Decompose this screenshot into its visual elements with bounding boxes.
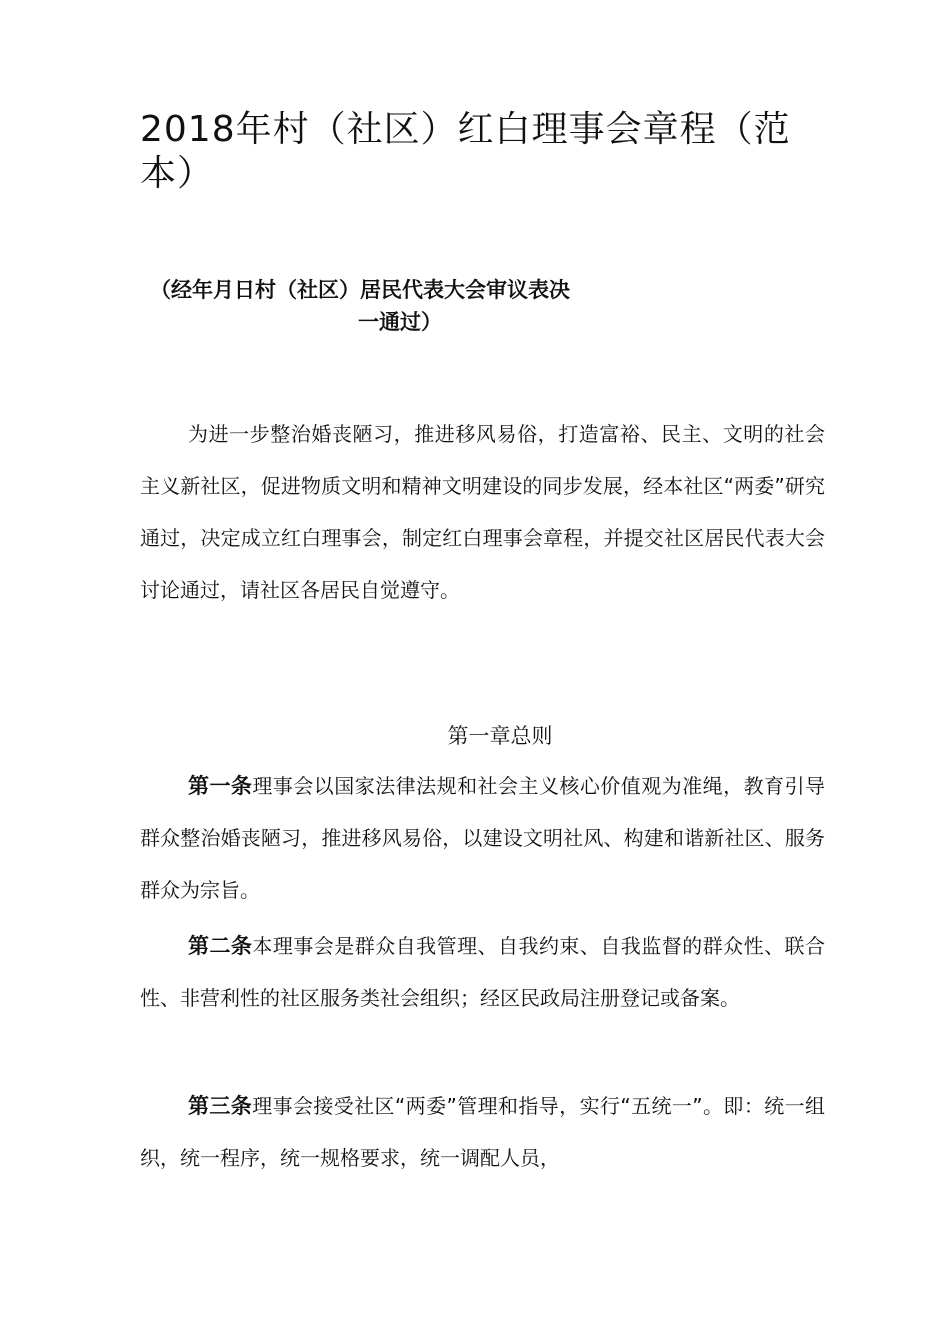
- chapter-title: 第一章总则: [447, 724, 553, 748]
- article-text: 理事会接受社区“两委”管理和指导，实行“五统一”。即：统一组织，统一程序，统一规格要求，统一调配人员，: [140, 1094, 826, 1170]
- article-number: 第一条: [188, 774, 253, 798]
- document-title: 2018年村（社区）红白理事会章程（范本）: [140, 109, 791, 194]
- article-2: [140, 920, 825, 1024]
- document-subtitle: [150, 274, 670, 338]
- article-number: 第二条: [188, 934, 253, 958]
- article-3: [140, 1080, 825, 1184]
- subtitle-line-2: 一通过）: [358, 310, 442, 334]
- article-1: [140, 760, 825, 916]
- article-text: 本理事会是群众自我管理、自我约束、自我监督的群众性、联合性、非营利性的社区服务类社会组织；经区民政局注册登记或备案。: [140, 934, 826, 1010]
- subtitle-line-1: （经年月日村（社区）居民代表大会审议表决: [150, 278, 570, 302]
- article-text: 理事会以国家法律法规和社会主义核心价值观为准绳，教育引导群众整治婚丧陋习，推进移风易俗，以建设文明社风、构建和谐新社区、服务群众为宗旨。: [140, 774, 826, 902]
- preamble-paragraph: 为进一步整治婚丧陋习，推进移风易俗，打造富裕、民主、文明的社会主义新社区，促进物质文明和精神文明建设的同步发展，经本社区“两委”研究通过，决定成立红白理事会，制定红白理事会章程，并提交社区居民代表大会讨论通过，请社区各居民自觉遵守。: [140, 422, 825, 602]
- article-number: 第三条: [188, 1094, 253, 1118]
